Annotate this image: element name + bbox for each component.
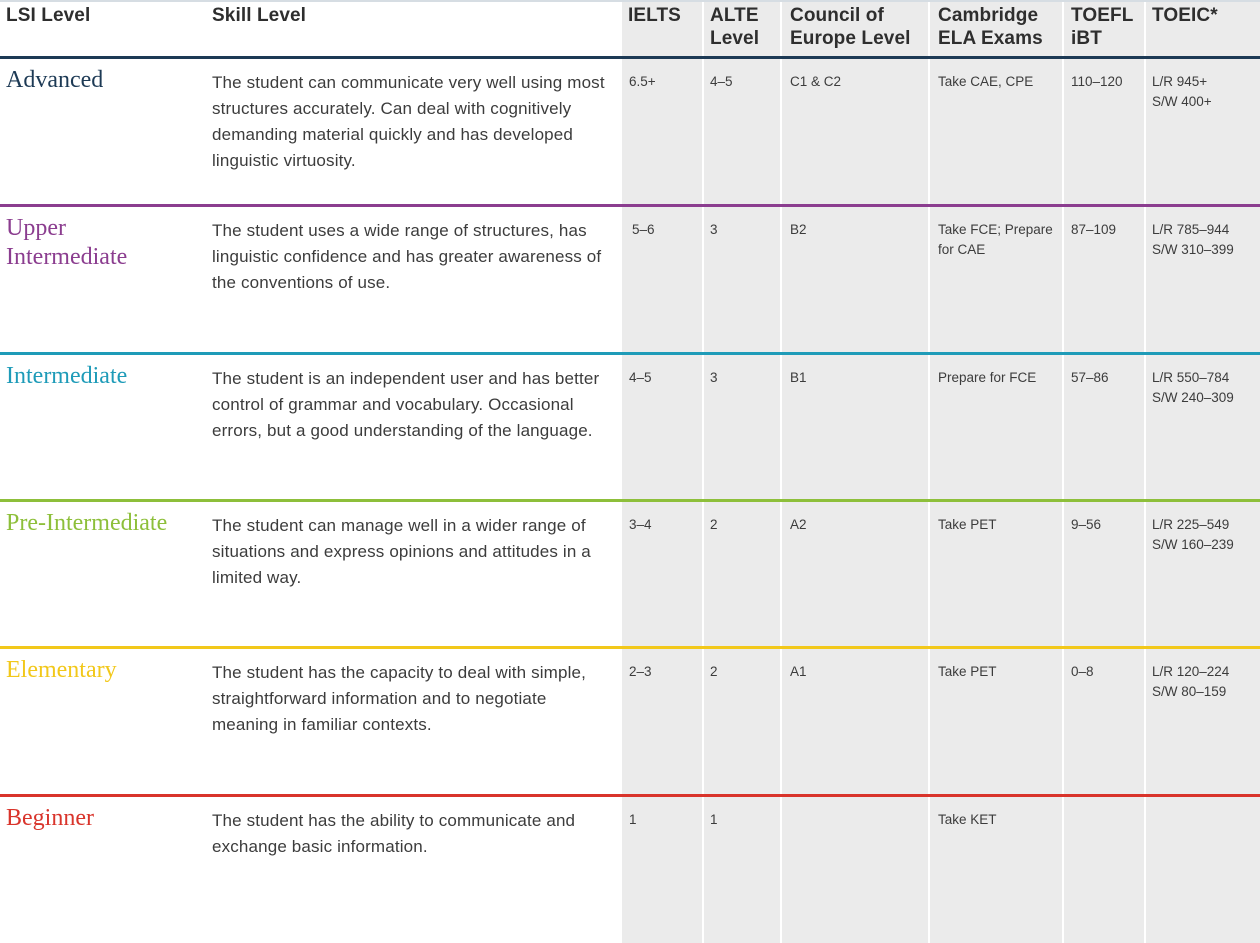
table-row-advanced [0,56,1260,204]
cambridge-value: Take PET [938,664,997,679]
header-lsi-level: LSI Level [6,5,91,26]
cambridge-value: Take KET [938,812,997,827]
council-value: C1 & C2 [790,74,842,89]
toefl-value: 87–109 [1071,222,1117,237]
table-top-border [0,0,1260,2]
row-divider [0,499,1260,502]
alte-value: 4–5 [710,74,733,89]
council-value: A2 [790,517,807,532]
alte-value: 2 [710,664,718,679]
toeic-value: L/R 225–549 S/W 160–239 [1152,517,1234,552]
header-skill-level: Skill Level [212,5,307,26]
row-divider [0,646,1260,649]
skill-description: The student is an independent user and has better control of grammar and vocabulary. Occasional errors, but a good understanding of the language. [212,369,600,440]
council-value: B1 [790,370,807,385]
level-name: Upper Intermediate [6,215,128,270]
alte-value: 3 [710,222,718,237]
row-divider [0,352,1260,355]
alte-value: 3 [710,370,718,385]
toefl-value: 9–56 [1071,517,1102,532]
level-name: Intermediate [6,363,128,389]
row-divider [0,794,1260,797]
toeic-value: L/R 120–224 S/W 80–159 [1152,664,1230,699]
header-toefl-ibt: TOEFL iBT [1071,5,1134,49]
skill-description: The student can communicate very well using most structures accurately. Can deal with cognitively demanding material quickly and has developed linguistic virtuosity. [212,73,605,170]
row-divider [0,56,1260,59]
ielts-value: 4–5 [629,370,652,385]
header-cambridge-ela-exams: Cambridge ELA Exams [938,5,1043,49]
level-name: Elementary [6,657,117,683]
header-ielts: IELTS [628,5,681,26]
ielts-value: 6.5+ [629,74,656,89]
ielts-value: 3–4 [629,517,652,532]
council-value: B2 [790,222,807,237]
toefl-value: 110–120 [1071,74,1123,89]
toeic-value: L/R 550–784 S/W 240–309 [1152,370,1234,405]
row-divider [0,204,1260,207]
table-row-pre-intermediate [0,499,1260,647]
header-alte-level: ALTE Level [710,5,760,49]
council-value: A1 [790,664,807,679]
skill-description: The student has the ability to communicate and exchange basic information. [212,811,576,856]
cambridge-value: Take FCE; Prepare for CAE [938,222,1053,257]
cambridge-value: Prepare for FCE [938,370,1037,385]
cambridge-value: Take PET [938,517,997,532]
toeic-value: L/R 945+ S/W 400+ [1152,74,1212,109]
table-row-intermediate [0,352,1260,500]
alte-value: 2 [710,517,718,532]
alte-value: 1 [710,812,718,827]
level-name: Pre-Intermediate [6,510,168,536]
skill-description: The student can manage well in a wider range of situations and express opinions and attitudes in a limited way. [212,516,591,587]
cambridge-value: Take CAE, CPE [938,74,1034,89]
toeic-value: L/R 785–944 S/W 310–399 [1152,222,1234,257]
skill-description: The student uses a wide range of structures, has linguistic confidence and has greater awareness of the conventions of use. [212,221,602,292]
header-council-of-europe-level: Council of Europe Level [790,5,911,49]
table-row-elementary [0,646,1260,796]
ielts-value: 2–3 [629,664,652,679]
toefl-value: 57–86 [1071,370,1109,385]
table-row-upper-intermediate [0,204,1260,352]
toefl-value: 0–8 [1071,664,1094,679]
level-name: Beginner [6,805,94,831]
ielts-value: 1 [629,812,637,827]
header-toeic: TOEIC* [1152,5,1218,26]
ielts-value: 5–6 [632,222,655,237]
skill-description: The student has the capacity to deal with simple, straightforward information and to negotiate meaning in familiar contexts. [212,663,586,734]
level-name: Advanced [6,67,104,93]
table-row-beginner [0,794,1260,943]
